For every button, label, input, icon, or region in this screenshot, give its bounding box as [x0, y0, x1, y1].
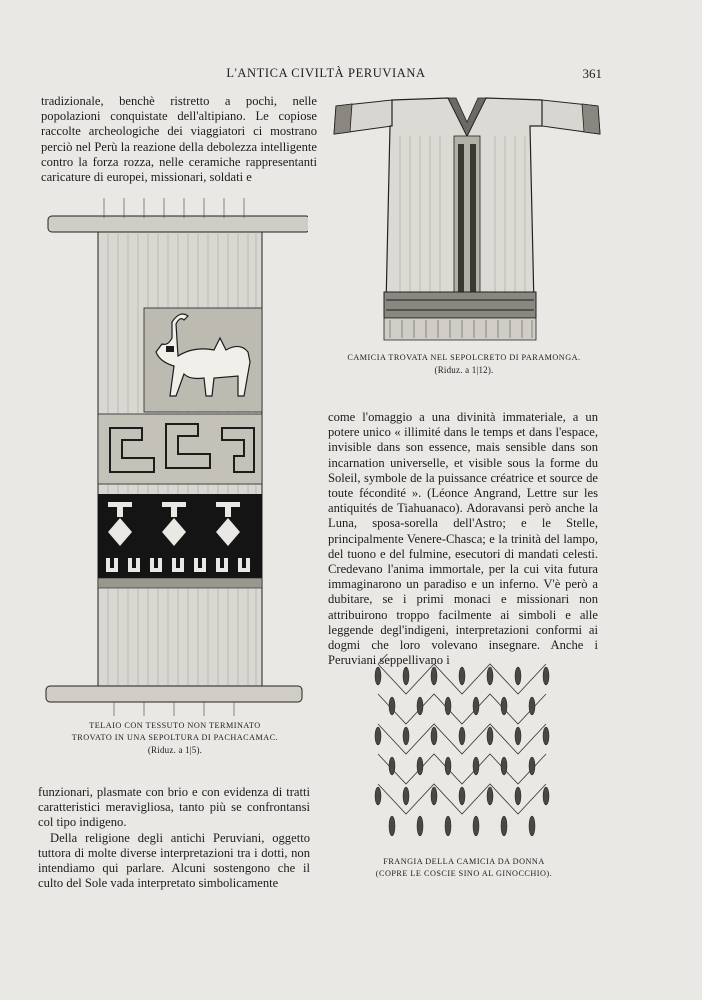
paragraph-top-left: [41, 94, 317, 185]
loom-caption: [50, 720, 300, 756]
paragraph-bottom-left-2: Della religione degli antichi Peruviani, oggetto tuttora di molte diverse interpretazioni tra i dotti, non intendiamo qui parlare. Alcuni sostengono che il culto del Sole vada interpretato simbolicamente: [38, 830, 310, 891]
paragraph-right: [328, 410, 598, 668]
shirt-caption-scale: (Riduz. a 1|12).: [434, 365, 494, 375]
shirt-caption: [338, 352, 590, 376]
fringe-illustration: [370, 654, 556, 842]
fringe-caption-title-2: (COPRE LE COSCIE SINO AL GINOCCHIO).: [375, 869, 553, 878]
paragraph-bottom-left-1: funzionari, plasmate con brio e con evidenza di tratti caratteristici meravigliosa, tanto più se confrontansi col tipo indigeno.: [38, 785, 310, 830]
shirt-illustration: [330, 96, 604, 346]
loom-caption-title-1: TELAIO CON TESSUTO NON TERMINATO: [89, 721, 261, 730]
shirt-caption-title: CAMICIA TROVATA NEL SEPOLCRETO DI PARAMONGA.: [347, 353, 581, 362]
running-title: L'ANTICA CIVILTÀ PERUVIANA: [226, 66, 426, 80]
fringe-caption-title-1: FRANGIA DELLA CAMICIA DA DONNA: [383, 857, 545, 866]
paragraph-top-left-text: tradizionale, benchè ristretto a pochi, nelle popolazioni conquistate dell'altipiano. Le copiose raccolte archeologiche dei viaggiatori ci mostrano perciò nel Perù la reazione della debolezza intelligente contro la forza rozza, nelle ceramiche rappresentanti caricature di europei, missionari, soldati e: [41, 94, 317, 185]
fringe-caption: [350, 856, 578, 880]
loom-caption-title-2: TROVATO IN UNA SEPOLTURA DI PACHACAMAC.: [71, 733, 279, 742]
loom-caption-scale: (Riduz. a 1|5).: [147, 745, 203, 755]
loom-illustration: [44, 196, 308, 718]
paragraph-bottom-left: [38, 785, 310, 891]
paragraph-right-text: come l'omaggio a una divinità immateriale, a un potere unico « illimité dans le temps et dans l'espace, invisible dans son essence, mais sensible dans son incarnation universelle, et visible sous la forme du Soleil, symbole de la puissance créatrice et source de toute fécondité ». (Léonce Angrand, Lettre sur les antiquités de Tiahuanaco). Adoravansi però anche la Luna, sposa-sorella dell'Astro; e le Stelle, principalmente Venere-Chasca; e la trinità del lampo, del tuono e del fulmine, esecutori di mandati celesti. Credevano l'anima immortale, per la cui vita futura immaginarono un paradiso e un inferno. V'è però a dubitare, se i primi monaci e missionari non attribuirono troppo facilmente ai simboli e alle leggende degl'indigeni, interpretazioni conformi ai dogmi che loro volevano insegnare. Anche i Peruviani seppellivano i: [328, 410, 598, 668]
page-number: 361: [582, 66, 602, 81]
